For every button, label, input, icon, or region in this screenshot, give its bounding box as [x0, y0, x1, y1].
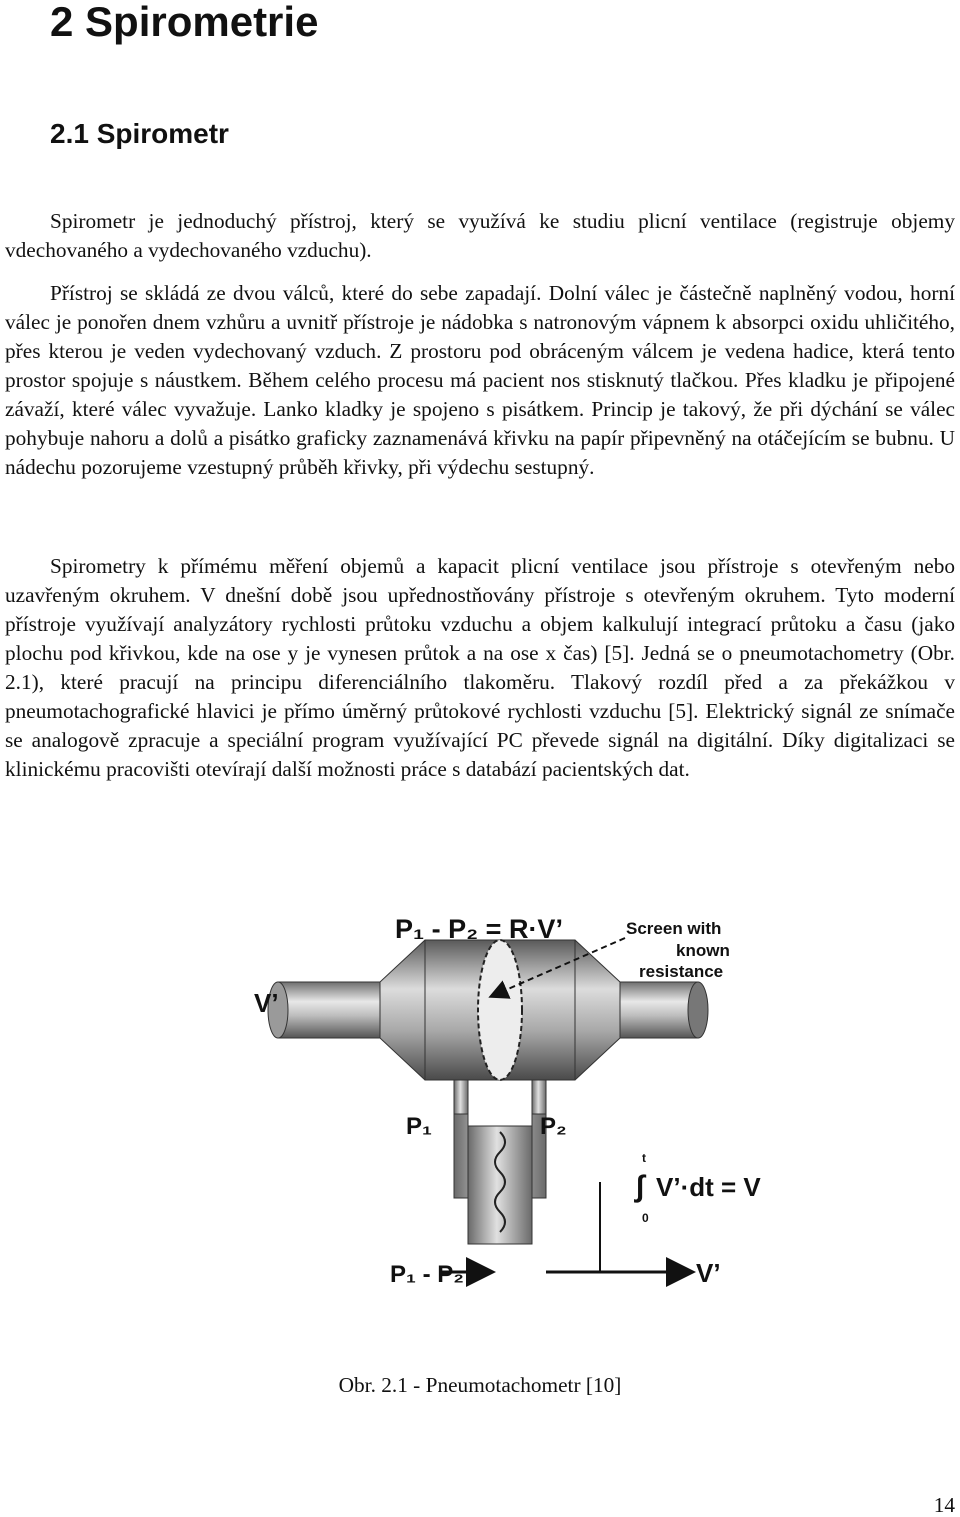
flow-output-label: V’ [696, 1258, 721, 1288]
paragraph-intro: Spirometr je jednoduchý přístroj, který se využívá ke studiu plicní ventilace (registruje objemy vdechovaného a vydechovaného vzduchu). [5, 209, 955, 262]
paragraph-pneumotachometer: Spirometry k přímému měření objemů a kapacit plicní ventilace jsou přístroje s otevřeným nebo uzavřeným okruhem. V dnešní době jsou upřednostňovány přístroje s otevřeným okruhem. Tyto moderní přístroje využívají analyzátory rychlosti průtoku vzduchu a objem kalkulují integrací průtoku a času (jako plochu pod křivkou, kde na ose y je vynesen průtok a na ose x čas) [5]. Jedná se o pneumotachometry (Obr. 2.1), které pracují na principu diferenciálního tlakoměru. Tlakový rozdíl před a za překážkou v pneumotachografické hlavici je přímo úměrný průtokové rychlosti vzduchu [5]. Elektrický signál ze snímače se analogově zpracuje a speciální program využívající PC převede signál na digitální. Díky digitalizaci se klinickému pracovišti otevírají další možnosti práce s databází pacientských dat. [5, 554, 955, 781]
pressure-taps [454, 1080, 546, 1244]
integral-lower-limit: 0 [642, 1211, 649, 1225]
resistance-chamber [380, 940, 620, 1080]
paragraph-spirometer-description: Přístroj se skládá ze dvou válců, které do sebe zapadají. Dolní válec je částečně naplněný vodou, horní válec je ponořen dnem vzhůru a uvnitř přístroje je nádobka s natronovým vápnem k absorpci oxidu uhličitého, přes kterou je veden vydechovaný vzduch. Z prostoru pod obráceným válcem je vedena hadice, která tento prostor spojuje s náustkem. Během celého procesu má pacient nos stisknutý tlačkou. Přes kladku je připojené závaží, které válec vyvažuje. Lanko kladky je spojeno s pisátkem. Princip je takový, že při dýchání se válec pohybuje nahoru a dolů a pisátko graficky zaznamenává křivku na papír připevněný na otáčejícím se bubnu. U nádechu pozorujeme vzestupný průběh křivky, při výdechu sestupný. [5, 281, 955, 479]
pneumotachometer-diagram [240, 900, 780, 1300]
section-heading: 2.1 Spirometr [50, 118, 229, 149]
chapter-heading: 2 Spirometrie [50, 0, 319, 45]
pressure-difference-label: P₁ - P₂ [390, 1261, 464, 1288]
screen-label-line1: Screen with [626, 919, 722, 938]
flow-input-label: V’ [254, 988, 279, 1018]
integral-upper-limit: t [642, 1151, 646, 1165]
p1-label: P₁ [406, 1113, 432, 1140]
equation-label: P₁ - P₂ = R·V’ [395, 914, 563, 944]
figure-caption: Obr. 2.1 - Pneumotachometr [10] [338, 1373, 622, 1397]
integral-expression: V’·dt = V [656, 1172, 761, 1202]
page-number: 14 [933, 1493, 955, 1517]
p2-label: P₂ [540, 1113, 567, 1140]
pneumotachometer-figure [240, 900, 780, 1300]
screen-label-line2: known [676, 941, 730, 960]
screen-label-line3: resistance [639, 962, 724, 981]
integral-sign: ∫ [636, 1170, 645, 1203]
